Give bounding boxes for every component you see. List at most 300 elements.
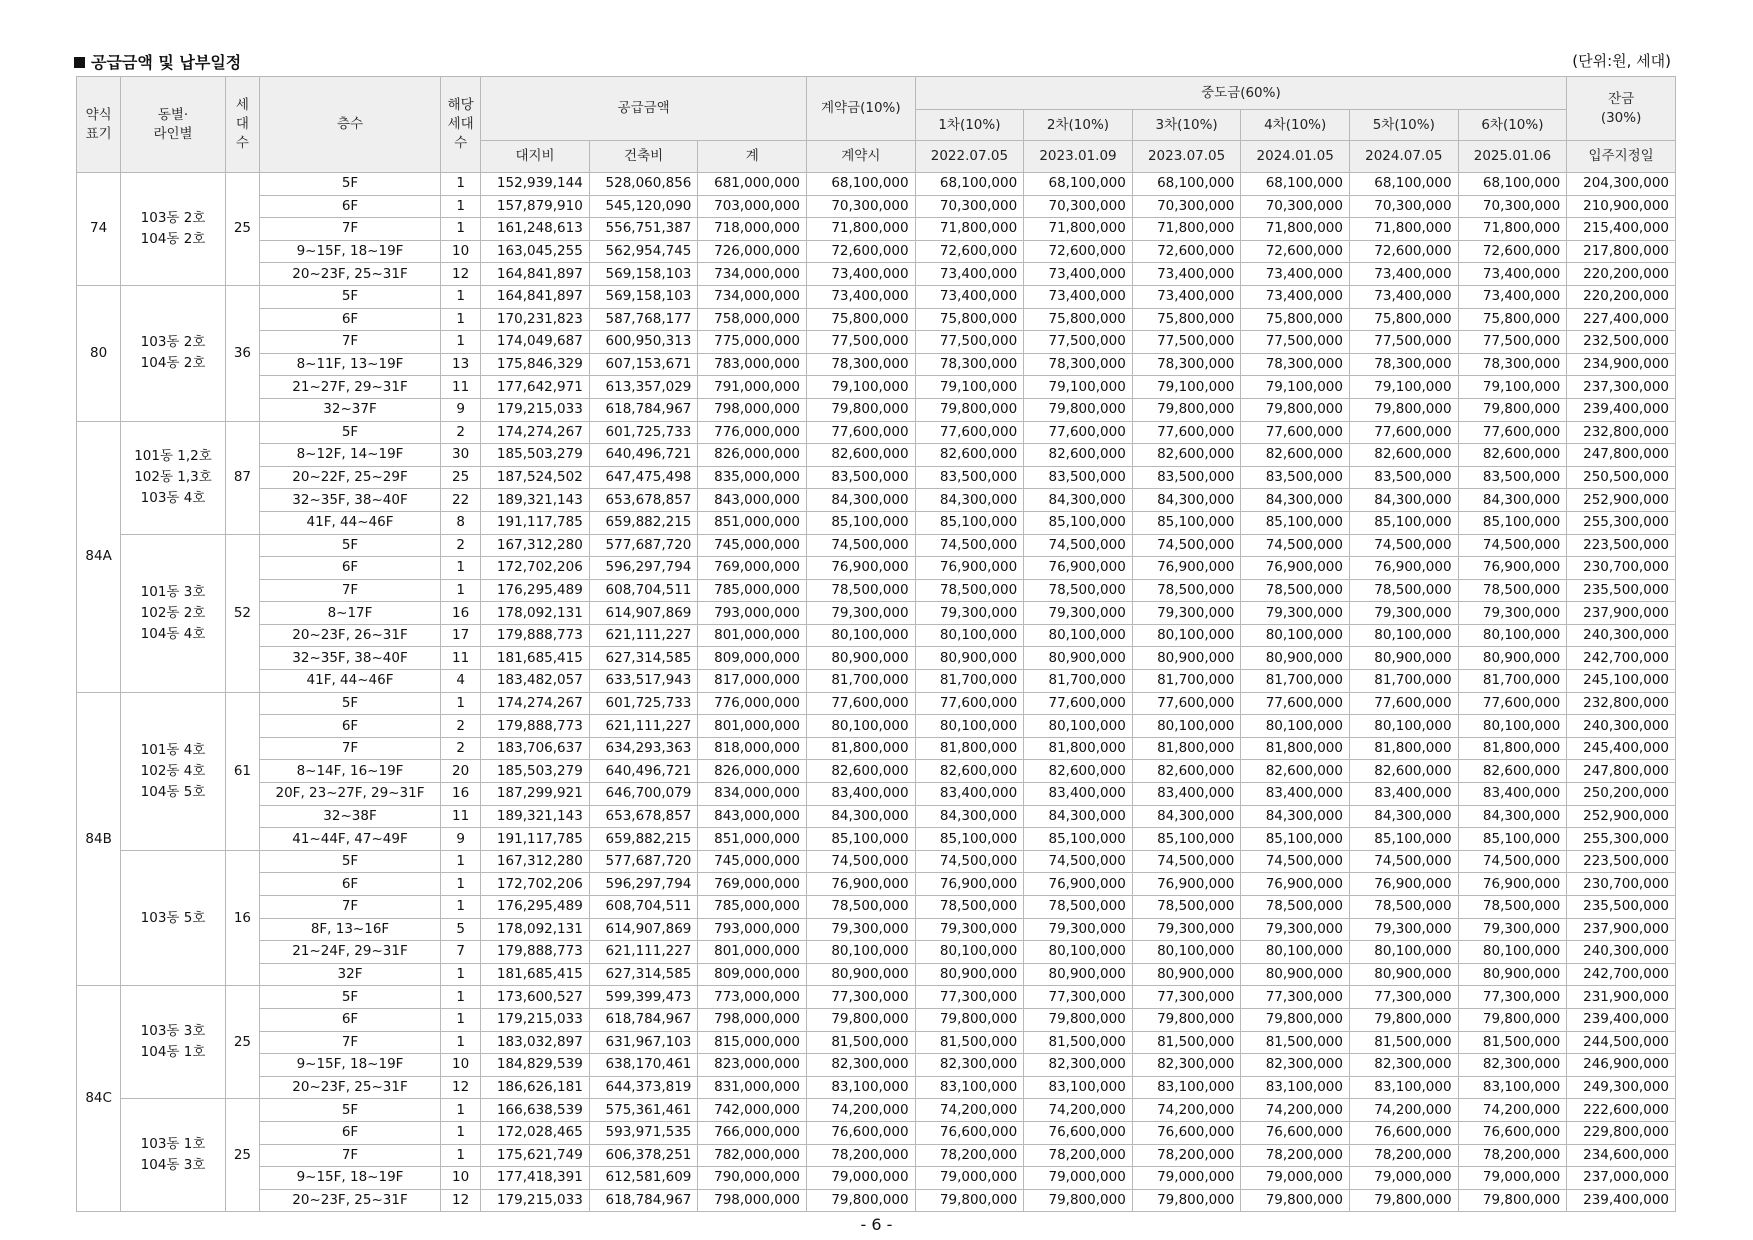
table-row bbox=[77, 1189, 1676, 1212]
mid-payment-2-cell: 83,400,000 bbox=[1024, 783, 1133, 806]
balance-cell: 237,900,000 bbox=[1567, 918, 1676, 941]
land-cost-cell: 187,524,502 bbox=[481, 466, 590, 489]
contract-cell: 70,300,000 bbox=[807, 195, 916, 218]
mid-payment-5-cell: 68,100,000 bbox=[1349, 173, 1458, 196]
balance-cell: 230,700,000 bbox=[1567, 557, 1676, 580]
contract-cell: 85,100,000 bbox=[807, 828, 916, 851]
dong-cell bbox=[121, 692, 226, 850]
building-cost-cell: 646,700,079 bbox=[589, 783, 698, 806]
building-cost-cell: 659,882,215 bbox=[589, 511, 698, 534]
count-cell: 30 bbox=[441, 444, 481, 467]
total-cell: 793,000,000 bbox=[698, 918, 807, 941]
mid-payment-6-cell: 74,500,000 bbox=[1458, 850, 1567, 873]
mid-payment-6-cell: 79,800,000 bbox=[1458, 398, 1567, 421]
mid-payment-6-cell: 74,500,000 bbox=[1458, 534, 1567, 557]
mid-payment-4-cell: 80,100,000 bbox=[1241, 715, 1350, 738]
mid-payment-2-cell: 68,100,000 bbox=[1024, 173, 1133, 196]
contract-cell: 74,500,000 bbox=[807, 850, 916, 873]
contract-cell: 78,300,000 bbox=[807, 353, 916, 376]
total-cell: 783,000,000 bbox=[698, 353, 807, 376]
mid-payment-5-cell: 74,200,000 bbox=[1349, 1099, 1458, 1122]
mid-payment-4-cell: 85,100,000 bbox=[1241, 828, 1350, 851]
count-cell: 11 bbox=[441, 647, 481, 670]
building-cost-cell: 631,967,103 bbox=[589, 1031, 698, 1054]
units-cell: 52 bbox=[225, 534, 259, 692]
table-row bbox=[77, 1031, 1676, 1054]
total-cell: 790,000,000 bbox=[698, 1167, 807, 1190]
mid-payment-3-cell: 76,600,000 bbox=[1132, 1121, 1241, 1144]
mid-payment-2-cell: 81,500,000 bbox=[1024, 1031, 1133, 1054]
land-cost-cell: 174,049,687 bbox=[481, 331, 590, 354]
supply-price-table bbox=[76, 76, 1676, 1212]
mid-payment-3-cell: 74,200,000 bbox=[1132, 1099, 1241, 1122]
balance-cell: 239,400,000 bbox=[1567, 398, 1676, 421]
units-cell: 61 bbox=[225, 692, 259, 850]
total-cell: 826,000,000 bbox=[698, 760, 807, 783]
header-line: (30%) bbox=[1600, 109, 1642, 126]
header-line: 잔금 bbox=[1608, 90, 1635, 107]
header-line: 표기 bbox=[85, 125, 112, 142]
header-mid-date-6: 2025.01.06 bbox=[1458, 141, 1567, 173]
mid-payment-1-cell: 68,100,000 bbox=[915, 173, 1024, 196]
mid-payment-5-cell: 74,500,000 bbox=[1349, 850, 1458, 873]
total-cell: 798,000,000 bbox=[698, 398, 807, 421]
mid-payment-6-cell: 75,800,000 bbox=[1458, 308, 1567, 331]
mid-payment-1-cell: 78,500,000 bbox=[915, 579, 1024, 602]
contract-cell: 82,300,000 bbox=[807, 1054, 916, 1077]
mid-payment-1-cell: 82,600,000 bbox=[915, 444, 1024, 467]
floor-cell: 9~15F, 18~19F bbox=[260, 240, 441, 263]
header-mid-date-4: 2024.01.05 bbox=[1241, 141, 1350, 173]
mid-payment-1-cell: 78,500,000 bbox=[915, 896, 1024, 919]
units-cell: 87 bbox=[225, 421, 259, 534]
count-cell: 2 bbox=[441, 534, 481, 557]
mid-payment-2-cell: 70,300,000 bbox=[1024, 195, 1133, 218]
floor-cell: 9~15F, 18~19F bbox=[260, 1167, 441, 1190]
total-cell: 766,000,000 bbox=[698, 1121, 807, 1144]
floor-cell: 7F bbox=[260, 737, 441, 760]
mid-payment-2-cell: 80,900,000 bbox=[1024, 647, 1133, 670]
count-cell: 10 bbox=[441, 1167, 481, 1190]
land-cost-cell: 181,685,415 bbox=[481, 963, 590, 986]
mid-payment-3-cell: 79,300,000 bbox=[1132, 918, 1241, 941]
mid-payment-4-cell: 68,100,000 bbox=[1241, 173, 1350, 196]
floor-cell: 32~37F bbox=[260, 398, 441, 421]
contract-cell: 79,800,000 bbox=[807, 398, 916, 421]
mid-payment-4-cell: 73,400,000 bbox=[1241, 285, 1350, 308]
floor-cell: 5F bbox=[260, 692, 441, 715]
contract-cell: 75,800,000 bbox=[807, 308, 916, 331]
contract-cell: 81,800,000 bbox=[807, 737, 916, 760]
floor-cell: 20~22F, 25~29F bbox=[260, 466, 441, 489]
balance-cell: 215,400,000 bbox=[1567, 218, 1676, 241]
balance-cell: 245,100,000 bbox=[1567, 670, 1676, 693]
count-cell: 1 bbox=[441, 173, 481, 196]
total-cell: 775,000,000 bbox=[698, 331, 807, 354]
count-cell: 9 bbox=[441, 828, 481, 851]
mid-payment-5-cell: 84,300,000 bbox=[1349, 805, 1458, 828]
mid-payment-5-cell: 80,100,000 bbox=[1349, 941, 1458, 964]
mid-payment-1-cell: 80,900,000 bbox=[915, 963, 1024, 986]
land-cost-cell: 179,215,033 bbox=[481, 1008, 590, 1031]
mid-payment-1-cell: 79,000,000 bbox=[915, 1167, 1024, 1190]
contract-cell: 79,300,000 bbox=[807, 918, 916, 941]
table-row bbox=[77, 1099, 1676, 1122]
mid-payment-5-cell: 83,500,000 bbox=[1349, 466, 1458, 489]
dong-cell bbox=[121, 1099, 226, 1212]
mid-payment-2-cell: 76,900,000 bbox=[1024, 557, 1133, 580]
balance-cell: 255,300,000 bbox=[1567, 511, 1676, 534]
header-line: 해당 bbox=[447, 97, 474, 113]
mid-payment-4-cell: 78,500,000 bbox=[1241, 896, 1350, 919]
floor-cell: 32~35F, 38~40F bbox=[260, 647, 441, 670]
table-row bbox=[77, 263, 1676, 286]
table-row bbox=[77, 1144, 1676, 1167]
section-title bbox=[74, 50, 241, 73]
mid-payment-4-cell: 79,800,000 bbox=[1241, 398, 1350, 421]
mid-payment-3-cell: 78,300,000 bbox=[1132, 353, 1241, 376]
mid-payment-2-cell: 84,300,000 bbox=[1024, 805, 1133, 828]
balance-cell: 246,900,000 bbox=[1567, 1054, 1676, 1077]
floor-cell: 6F bbox=[260, 1008, 441, 1031]
mid-payment-5-cell: 71,800,000 bbox=[1349, 218, 1458, 241]
table-row bbox=[77, 760, 1676, 783]
balance-cell: 250,200,000 bbox=[1567, 783, 1676, 806]
mid-payment-2-cell: 79,300,000 bbox=[1024, 602, 1133, 625]
mid-payment-2-cell: 72,600,000 bbox=[1024, 240, 1133, 263]
mid-payment-6-cell: 80,100,000 bbox=[1458, 715, 1567, 738]
total-cell: 817,000,000 bbox=[698, 670, 807, 693]
count-cell: 7 bbox=[441, 941, 481, 964]
mid-payment-6-cell: 77,300,000 bbox=[1458, 986, 1567, 1009]
dong-line: 102동 1,3호 bbox=[134, 469, 212, 486]
header-supply: 공급금액 bbox=[481, 77, 807, 141]
header-mid-6: 6차(10%) bbox=[1458, 110, 1567, 141]
land-cost-cell: 179,888,773 bbox=[481, 624, 590, 647]
floor-cell: 7F bbox=[260, 1031, 441, 1054]
page-number: - 6 - bbox=[860, 1215, 893, 1234]
land-cost-cell: 170,231,823 bbox=[481, 308, 590, 331]
mid-payment-5-cell: 84,300,000 bbox=[1349, 489, 1458, 512]
header-building: 건축비 bbox=[589, 141, 698, 173]
mid-payment-6-cell: 77,600,000 bbox=[1458, 421, 1567, 444]
total-cell: 831,000,000 bbox=[698, 1076, 807, 1099]
contract-cell: 77,500,000 bbox=[807, 331, 916, 354]
header-line: 수 bbox=[454, 135, 468, 151]
count-cell: 12 bbox=[441, 1076, 481, 1099]
building-cost-cell: 606,378,251 bbox=[589, 1144, 698, 1167]
mid-payment-1-cell: 74,500,000 bbox=[915, 534, 1024, 557]
land-cost-cell: 177,418,391 bbox=[481, 1167, 590, 1190]
contract-cell: 79,800,000 bbox=[807, 1008, 916, 1031]
count-cell: 1 bbox=[441, 285, 481, 308]
header-line: 수 bbox=[235, 135, 249, 151]
total-cell: 809,000,000 bbox=[698, 963, 807, 986]
contract-cell: 73,400,000 bbox=[807, 285, 916, 308]
count-cell: 1 bbox=[441, 331, 481, 354]
land-cost-cell: 183,032,897 bbox=[481, 1031, 590, 1054]
units-cell: 25 bbox=[225, 173, 259, 286]
table-row bbox=[77, 918, 1676, 941]
total-cell: 681,000,000 bbox=[698, 173, 807, 196]
mid-payment-1-cell: 79,300,000 bbox=[915, 918, 1024, 941]
mid-payment-5-cell: 81,500,000 bbox=[1349, 1031, 1458, 1054]
mid-payment-5-cell: 70,300,000 bbox=[1349, 195, 1458, 218]
floor-cell: 8~14F, 16~19F bbox=[260, 760, 441, 783]
land-cost-cell: 172,702,206 bbox=[481, 873, 590, 896]
count-cell: 1 bbox=[441, 1008, 481, 1031]
floor-cell: 5F bbox=[260, 285, 441, 308]
table-row bbox=[77, 963, 1676, 986]
mid-payment-4-cell: 84,300,000 bbox=[1241, 489, 1350, 512]
mid-payment-3-cell: 82,300,000 bbox=[1132, 1054, 1241, 1077]
building-cost-cell: 607,153,671 bbox=[589, 353, 698, 376]
building-cost-cell: 577,687,720 bbox=[589, 850, 698, 873]
mid-payment-1-cell: 81,800,000 bbox=[915, 737, 1024, 760]
header-count bbox=[441, 77, 481, 173]
mid-payment-2-cell: 79,000,000 bbox=[1024, 1167, 1133, 1190]
floor-cell: 8F, 13~16F bbox=[260, 918, 441, 941]
mid-payment-3-cell: 79,800,000 bbox=[1132, 1189, 1241, 1212]
mid-payment-4-cell: 79,800,000 bbox=[1241, 1189, 1350, 1212]
mid-payment-6-cell: 77,600,000 bbox=[1458, 692, 1567, 715]
dong-line: 102동 4호 bbox=[140, 762, 206, 779]
floor-cell: 7F bbox=[260, 331, 441, 354]
balance-cell: 227,400,000 bbox=[1567, 308, 1676, 331]
table-row bbox=[77, 828, 1676, 851]
mid-payment-5-cell: 79,000,000 bbox=[1349, 1167, 1458, 1190]
floor-cell: 7F bbox=[260, 1144, 441, 1167]
total-cell: 745,000,000 bbox=[698, 534, 807, 557]
balance-cell: 237,000,000 bbox=[1567, 1167, 1676, 1190]
balance-cell: 240,300,000 bbox=[1567, 715, 1676, 738]
mid-payment-5-cell: 73,400,000 bbox=[1349, 263, 1458, 286]
contract-cell: 78,200,000 bbox=[807, 1144, 916, 1167]
building-cost-cell: 640,496,721 bbox=[589, 760, 698, 783]
mid-payment-1-cell: 82,600,000 bbox=[915, 760, 1024, 783]
mid-payment-5-cell: 85,100,000 bbox=[1349, 511, 1458, 534]
building-cost-cell: 613,357,029 bbox=[589, 376, 698, 399]
mid-payment-4-cell: 77,600,000 bbox=[1241, 421, 1350, 444]
mid-payment-1-cell: 70,300,000 bbox=[915, 195, 1024, 218]
mid-payment-6-cell: 78,200,000 bbox=[1458, 1144, 1567, 1167]
mid-payment-5-cell: 79,800,000 bbox=[1349, 1189, 1458, 1212]
contract-cell: 81,700,000 bbox=[807, 670, 916, 693]
building-cost-cell: 528,060,856 bbox=[589, 173, 698, 196]
land-cost-cell: 187,299,921 bbox=[481, 783, 590, 806]
mid-payment-5-cell: 74,500,000 bbox=[1349, 534, 1458, 557]
mid-payment-6-cell: 83,400,000 bbox=[1458, 783, 1567, 806]
balance-cell: 230,700,000 bbox=[1567, 873, 1676, 896]
mid-payment-6-cell: 72,600,000 bbox=[1458, 240, 1567, 263]
contract-cell: 76,900,000 bbox=[807, 873, 916, 896]
land-cost-cell: 164,841,897 bbox=[481, 285, 590, 308]
land-cost-cell: 164,841,897 bbox=[481, 263, 590, 286]
table-row bbox=[77, 466, 1676, 489]
count-cell: 1 bbox=[441, 986, 481, 1009]
mid-payment-1-cell: 81,700,000 bbox=[915, 670, 1024, 693]
floor-cell: 20F, 23~27F, 29~31F bbox=[260, 783, 441, 806]
table-row bbox=[77, 783, 1676, 806]
building-cost-cell: 621,111,227 bbox=[589, 624, 698, 647]
floor-cell: 32~35F, 38~40F bbox=[260, 489, 441, 512]
contract-cell: 72,600,000 bbox=[807, 240, 916, 263]
contract-cell: 80,100,000 bbox=[807, 941, 916, 964]
land-cost-cell: 186,626,181 bbox=[481, 1076, 590, 1099]
mid-payment-4-cell: 76,900,000 bbox=[1241, 873, 1350, 896]
total-cell: 726,000,000 bbox=[698, 240, 807, 263]
table-row bbox=[77, 353, 1676, 376]
mid-payment-5-cell: 79,300,000 bbox=[1349, 918, 1458, 941]
count-cell: 12 bbox=[441, 1189, 481, 1212]
mid-payment-1-cell: 78,300,000 bbox=[915, 353, 1024, 376]
floor-cell: 9~15F, 18~19F bbox=[260, 1054, 441, 1077]
mid-payment-4-cell: 75,800,000 bbox=[1241, 308, 1350, 331]
total-cell: 734,000,000 bbox=[698, 285, 807, 308]
mid-payment-2-cell: 76,600,000 bbox=[1024, 1121, 1133, 1144]
mid-payment-1-cell: 85,100,000 bbox=[915, 828, 1024, 851]
mid-payment-5-cell: 79,300,000 bbox=[1349, 602, 1458, 625]
mid-payment-1-cell: 80,100,000 bbox=[915, 941, 1024, 964]
mid-payment-3-cell: 82,600,000 bbox=[1132, 760, 1241, 783]
land-cost-cell: 178,092,131 bbox=[481, 602, 590, 625]
mid-payment-6-cell: 83,500,000 bbox=[1458, 466, 1567, 489]
header-line: 대 bbox=[235, 116, 249, 132]
table-row bbox=[77, 398, 1676, 421]
contract-cell: 73,400,000 bbox=[807, 263, 916, 286]
square-bullet-icon bbox=[74, 57, 85, 68]
balance-cell: 217,800,000 bbox=[1567, 240, 1676, 263]
contract-cell: 79,800,000 bbox=[807, 1189, 916, 1212]
count-cell: 20 bbox=[441, 760, 481, 783]
mid-payment-2-cell: 85,100,000 bbox=[1024, 828, 1133, 851]
dong-cell bbox=[121, 285, 226, 421]
count-cell: 2 bbox=[441, 421, 481, 444]
mid-payment-3-cell: 76,900,000 bbox=[1132, 873, 1241, 896]
dong-line: 103동 3호 bbox=[140, 1023, 206, 1040]
mid-payment-4-cell: 77,300,000 bbox=[1241, 986, 1350, 1009]
table-row bbox=[77, 850, 1676, 873]
mid-payment-2-cell: 77,300,000 bbox=[1024, 986, 1133, 1009]
mid-payment-4-cell: 73,400,000 bbox=[1241, 263, 1350, 286]
contract-cell: 77,600,000 bbox=[807, 692, 916, 715]
contract-cell: 74,500,000 bbox=[807, 534, 916, 557]
building-cost-cell: 556,751,387 bbox=[589, 218, 698, 241]
total-cell: 815,000,000 bbox=[698, 1031, 807, 1054]
balance-cell: 220,200,000 bbox=[1567, 263, 1676, 286]
balance-cell: 220,200,000 bbox=[1567, 285, 1676, 308]
balance-cell: 232,800,000 bbox=[1567, 421, 1676, 444]
mid-payment-2-cell: 79,300,000 bbox=[1024, 918, 1133, 941]
land-cost-cell: 152,939,144 bbox=[481, 173, 590, 196]
mid-payment-1-cell: 76,900,000 bbox=[915, 557, 1024, 580]
land-cost-cell: 181,685,415 bbox=[481, 647, 590, 670]
mid-payment-5-cell: 82,600,000 bbox=[1349, 444, 1458, 467]
count-cell: 5 bbox=[441, 918, 481, 941]
mid-payment-3-cell: 82,600,000 bbox=[1132, 444, 1241, 467]
land-cost-cell: 179,888,773 bbox=[481, 715, 590, 738]
mid-payment-4-cell: 84,300,000 bbox=[1241, 805, 1350, 828]
balance-cell: 232,800,000 bbox=[1567, 692, 1676, 715]
unit-note: (단위:원, 세대) bbox=[1572, 52, 1671, 70]
mid-payment-3-cell: 77,600,000 bbox=[1132, 692, 1241, 715]
header-units bbox=[225, 77, 259, 173]
count-cell: 2 bbox=[441, 737, 481, 760]
dong-cell bbox=[121, 534, 226, 692]
mid-payment-3-cell: 74,500,000 bbox=[1132, 534, 1241, 557]
table-header bbox=[77, 77, 1676, 173]
count-cell: 1 bbox=[441, 1031, 481, 1054]
building-cost-cell: 600,950,313 bbox=[589, 331, 698, 354]
contract-cell: 80,100,000 bbox=[807, 624, 916, 647]
floor-cell: 5F bbox=[260, 173, 441, 196]
table-row bbox=[77, 308, 1676, 331]
mid-payment-3-cell: 79,300,000 bbox=[1132, 602, 1241, 625]
mid-payment-2-cell: 82,600,000 bbox=[1024, 760, 1133, 783]
total-cell: 801,000,000 bbox=[698, 941, 807, 964]
table-row bbox=[77, 737, 1676, 760]
mid-payment-6-cell: 79,800,000 bbox=[1458, 1008, 1567, 1031]
mid-payment-6-cell: 84,300,000 bbox=[1458, 805, 1567, 828]
table-row bbox=[77, 873, 1676, 896]
land-cost-cell: 157,879,910 bbox=[481, 195, 590, 218]
mid-payment-4-cell: 79,000,000 bbox=[1241, 1167, 1350, 1190]
mid-payment-5-cell: 77,600,000 bbox=[1349, 692, 1458, 715]
land-cost-cell: 191,117,785 bbox=[481, 511, 590, 534]
dong-line: 101동 1,2호 bbox=[134, 448, 212, 465]
header-contract-when: 계약시 bbox=[807, 141, 916, 173]
mid-payment-6-cell: 79,300,000 bbox=[1458, 602, 1567, 625]
floor-cell: 41~44F, 47~49F bbox=[260, 828, 441, 851]
count-cell: 1 bbox=[441, 850, 481, 873]
building-cost-cell: 618,784,967 bbox=[589, 398, 698, 421]
mid-payment-4-cell: 76,600,000 bbox=[1241, 1121, 1350, 1144]
balance-cell: 252,900,000 bbox=[1567, 489, 1676, 512]
count-cell: 4 bbox=[441, 670, 481, 693]
mid-payment-5-cell: 78,200,000 bbox=[1349, 1144, 1458, 1167]
floor-cell: 20~23F, 26~31F bbox=[260, 624, 441, 647]
total-cell: 823,000,000 bbox=[698, 1054, 807, 1077]
land-cost-cell: 175,621,749 bbox=[481, 1144, 590, 1167]
balance-cell: 210,900,000 bbox=[1567, 195, 1676, 218]
land-cost-cell: 174,274,267 bbox=[481, 421, 590, 444]
mid-payment-3-cell: 83,500,000 bbox=[1132, 466, 1241, 489]
mid-payment-6-cell: 79,300,000 bbox=[1458, 918, 1567, 941]
mid-payment-2-cell: 79,800,000 bbox=[1024, 398, 1133, 421]
building-cost-cell: 601,725,733 bbox=[589, 421, 698, 444]
mid-payment-5-cell: 81,700,000 bbox=[1349, 670, 1458, 693]
mid-payment-2-cell: 77,500,000 bbox=[1024, 331, 1133, 354]
mid-payment-6-cell: 79,100,000 bbox=[1458, 376, 1567, 399]
mid-payment-2-cell: 77,600,000 bbox=[1024, 692, 1133, 715]
mid-payment-2-cell: 81,800,000 bbox=[1024, 737, 1133, 760]
contract-cell: 84,300,000 bbox=[807, 805, 916, 828]
mid-payment-1-cell: 81,500,000 bbox=[915, 1031, 1024, 1054]
type-cell: 74 bbox=[77, 173, 121, 286]
mid-payment-1-cell: 79,800,000 bbox=[915, 1189, 1024, 1212]
dong-line: 101동 3호 bbox=[140, 583, 206, 600]
table-row bbox=[77, 534, 1676, 557]
count-cell: 1 bbox=[441, 963, 481, 986]
building-cost-cell: 577,687,720 bbox=[589, 534, 698, 557]
header-floor: 층수 bbox=[260, 77, 441, 173]
floor-cell: 5F bbox=[260, 986, 441, 1009]
count-cell: 1 bbox=[441, 195, 481, 218]
land-cost-cell: 185,503,279 bbox=[481, 444, 590, 467]
mid-payment-3-cell: 75,800,000 bbox=[1132, 308, 1241, 331]
floor-cell: 20~23F, 25~31F bbox=[260, 1189, 441, 1212]
balance-cell: 249,300,000 bbox=[1567, 1076, 1676, 1099]
